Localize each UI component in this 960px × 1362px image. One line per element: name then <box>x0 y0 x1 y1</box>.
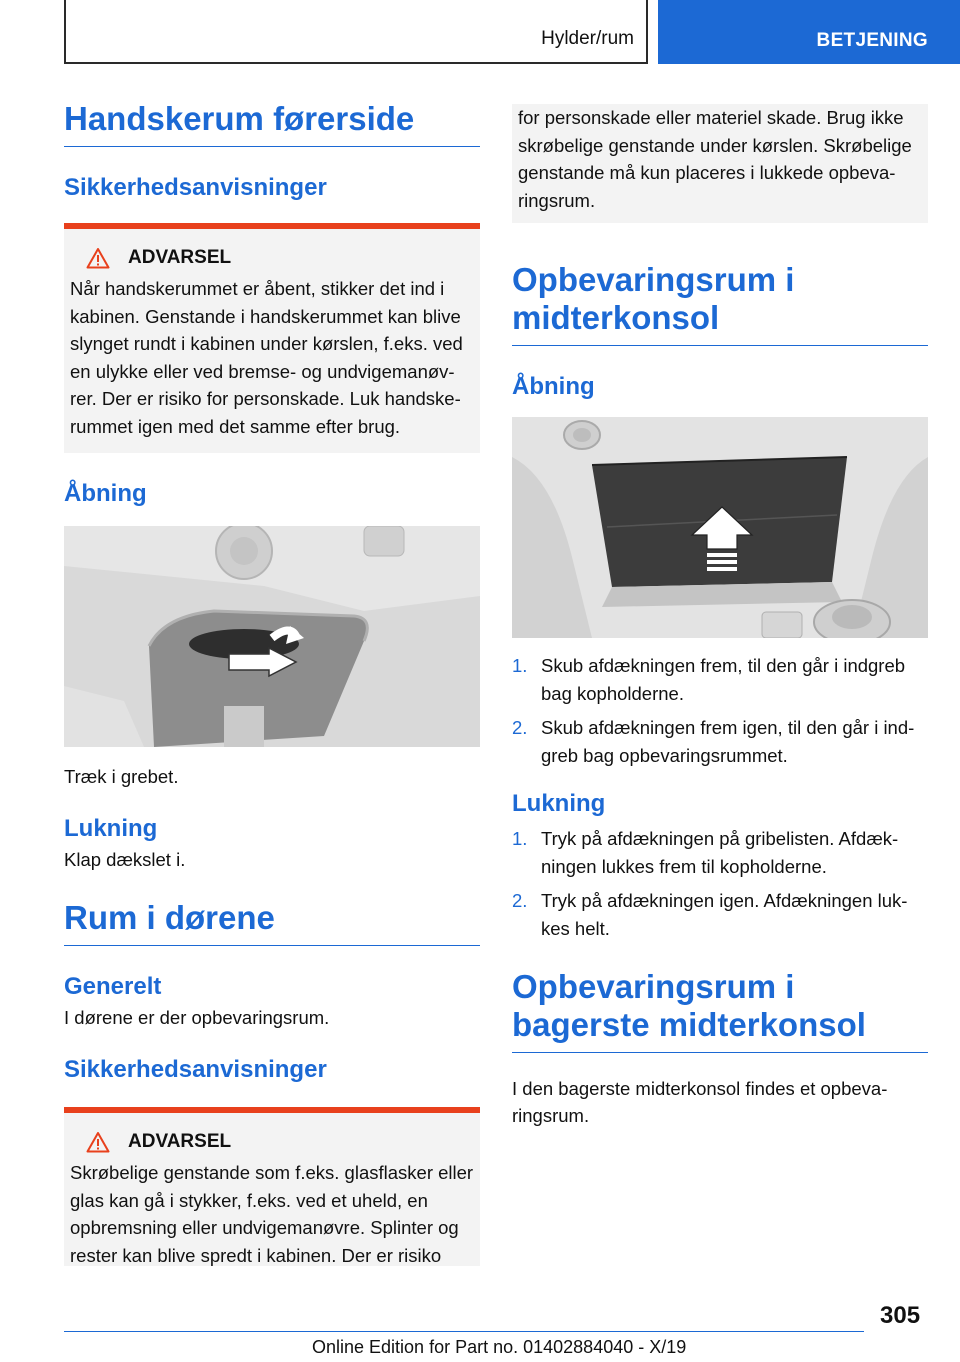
opening-text: Træk i grebet. <box>64 766 179 787</box>
opening-heading: Åbning <box>64 480 147 507</box>
header-chapter-box <box>658 0 960 64</box>
header-section-box <box>64 0 648 64</box>
glovebox-title: Handskerum førerside <box>64 100 480 147</box>
step-text: Tryk på afdækningen på gribelisten. Afdækningen lukkes frem til kopholderne. <box>541 828 899 877</box>
step-number: 2. <box>512 717 528 738</box>
console-closing-heading: Lukning <box>512 790 606 817</box>
step-number: 2. <box>512 890 528 911</box>
list-item <box>512 825 928 880</box>
console-opening-steps <box>512 652 928 769</box>
doors-title: Rum i dørene <box>64 899 480 946</box>
general-text: I dørene er der opbevaringsrum. <box>64 1007 330 1028</box>
step-text: Skub afdækningen frem, til den går i indgreb bag kopholderne. <box>541 655 906 704</box>
warning-triangle-icon <box>86 247 110 269</box>
header-chapter-title: BETJENING <box>816 30 928 51</box>
console-closing-steps <box>512 825 928 942</box>
warning-triangle-icon <box>86 1131 110 1153</box>
list-item <box>512 887 928 942</box>
closing-heading: Lukning <box>64 815 158 842</box>
console-cover-illustration <box>512 417 928 638</box>
center-console-title: Opbevaringsrum i midterkonsol <box>512 261 928 346</box>
glovebox-illustration <box>64 526 480 747</box>
general-heading: Generelt <box>64 973 162 1000</box>
warning-title <box>70 247 474 269</box>
footer-edition: Online Edition for Part no. 01402884040 - X/19 <box>312 1337 687 1357</box>
step-number: 1. <box>512 828 528 849</box>
list-item <box>512 652 928 707</box>
closing-text: Klap dækslet i. <box>64 849 186 870</box>
left-column <box>64 100 480 1266</box>
step-text: Tryk på afdækningen igen. Afdækningen lukkes helt. <box>541 890 908 939</box>
glovebox-handle-illustration <box>64 526 480 747</box>
warning-continuation-box <box>512 104 928 223</box>
warning-box-doors <box>64 1107 480 1266</box>
safety-heading: Sikkerhedsanvisninger <box>64 174 327 201</box>
header-section-title: Hylder/rum <box>541 28 634 49</box>
warning-title-text-doors: ADVARSEL <box>128 1131 232 1152</box>
safety-heading-doors: Sikkerhedsanvisninger <box>64 1056 327 1083</box>
step-text: Skub afdækningen frem igen, til den går i indgreb bag opbevaringsrummet. <box>541 717 915 766</box>
page-number: 305 <box>880 1302 921 1329</box>
right-column <box>512 104 928 1129</box>
footer-divider <box>64 1331 864 1332</box>
warning-text: Når handskerummet er åbent, stikker det ind i kabinen. Genstande i handskerummet kan blive slynget rundt i kabinen under kørslen, f.eks. ved en ulykke eller ved bremse- og undvigemanøvrer. Der er risiko for personskade. Luk handskerummet igen med det samme efter brug. <box>70 278 463 437</box>
warning-text-doors: Skrøbelige genstande som f.eks. glasflasker eller glas kan gå i stykker, f.eks. ved et uheld, en opbremsning eller undvigemanøvre. Splinter og rester kan blive spredt i kabinen. Der er risiko <box>70 1162 474 1266</box>
list-item <box>512 714 928 769</box>
center-console-illustration <box>512 417 928 638</box>
warning-continuation-text: for personskade eller materiel skade. Brug ikke skrøbelige genstande under kørslen. Skrøbelige genstande må kun placeres i lukkede opbevaringsrum. <box>518 107 912 211</box>
rear-console-text: I den bagerste midterkonsol findes et opbevaringsrum. <box>512 1078 888 1126</box>
step-number: 1. <box>512 655 528 676</box>
warning-box-glovebox <box>64 223 480 453</box>
warning-title-doors <box>70 1131 474 1153</box>
console-opening-heading: Åbning <box>512 373 595 400</box>
warning-title-text: ADVARSEL <box>128 247 232 268</box>
rear-console-title: Opbevaringsrum i bagerste midterkonsol <box>512 968 928 1053</box>
